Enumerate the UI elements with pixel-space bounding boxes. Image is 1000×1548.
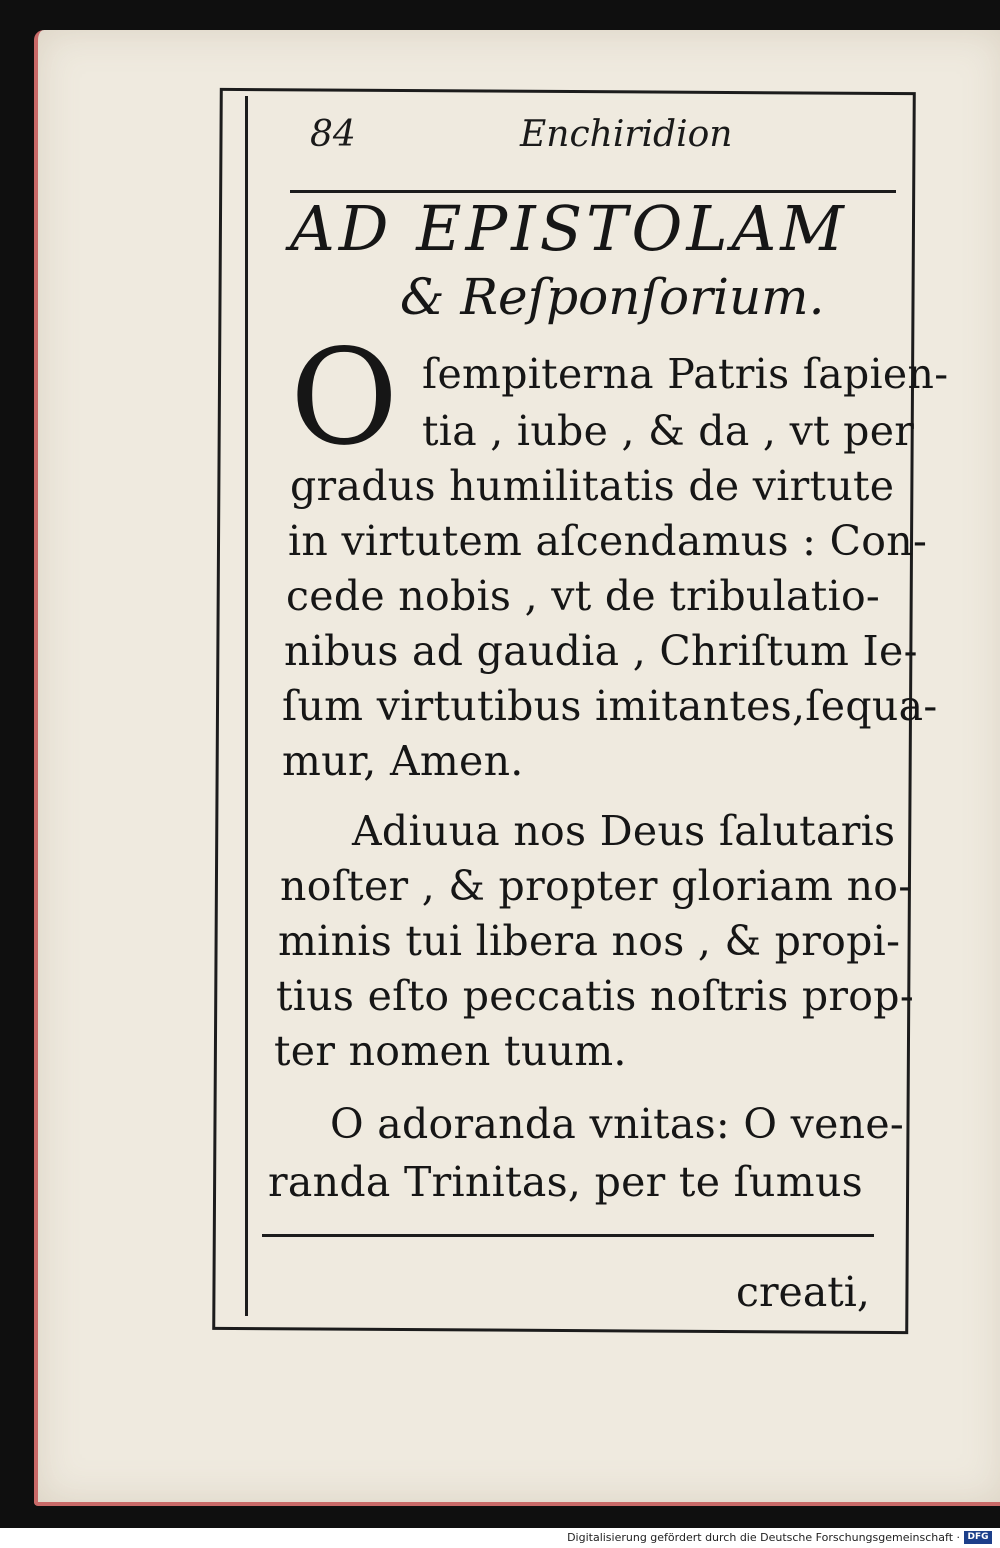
text-line: randa Trinitas, per te ſumus	[268, 1158, 863, 1206]
text-line: nibus ad gaudia , Chriſtum Ie-	[284, 627, 918, 675]
page-number: 84	[310, 114, 356, 155]
text-line: tius eſto peccatis noſtris prop-	[276, 972, 914, 1020]
text-line: Adiuua nos Deus ſalutaris	[352, 807, 896, 855]
text-line: noſter , & propter gloriam no-	[280, 862, 913, 910]
catchword: creati,	[736, 1268, 870, 1316]
section-subheading: & Reſponſorium.	[400, 268, 825, 326]
text-line: O adoranda vnitas: O vene-	[330, 1100, 905, 1148]
text-line: ter nomen tuum.	[274, 1027, 627, 1075]
text-line: minis tui libera nos , & propi-	[278, 917, 901, 965]
text-line: in virtutem aſcendamus : Con-	[288, 517, 928, 565]
digitization-credit: Digitalisierung gefördert durch die Deutsche Forschungsgemeinschaft ·	[567, 1531, 960, 1544]
text-line: gradus humilitatis de virtute	[290, 462, 895, 510]
text-line: ſum virtutibus imitantes,ſequa-	[282, 682, 938, 730]
drop-cap: O	[290, 321, 399, 475]
text-line: tia , iube , & da , vt per	[422, 407, 915, 455]
section-heading: AD EPISTOLAM	[290, 192, 848, 265]
text-line: ſempiterna Patris ſapien-	[422, 350, 949, 398]
running-head: Enchiridion	[520, 114, 733, 155]
dfg-logo-icon: DFG	[964, 1531, 992, 1544]
text-line: mur, Amen.	[282, 737, 524, 785]
text-line: cede nobis , vt de tribulatio-	[286, 572, 881, 620]
inner-frame-rule	[245, 96, 248, 1316]
footer-rule	[262, 1234, 874, 1237]
